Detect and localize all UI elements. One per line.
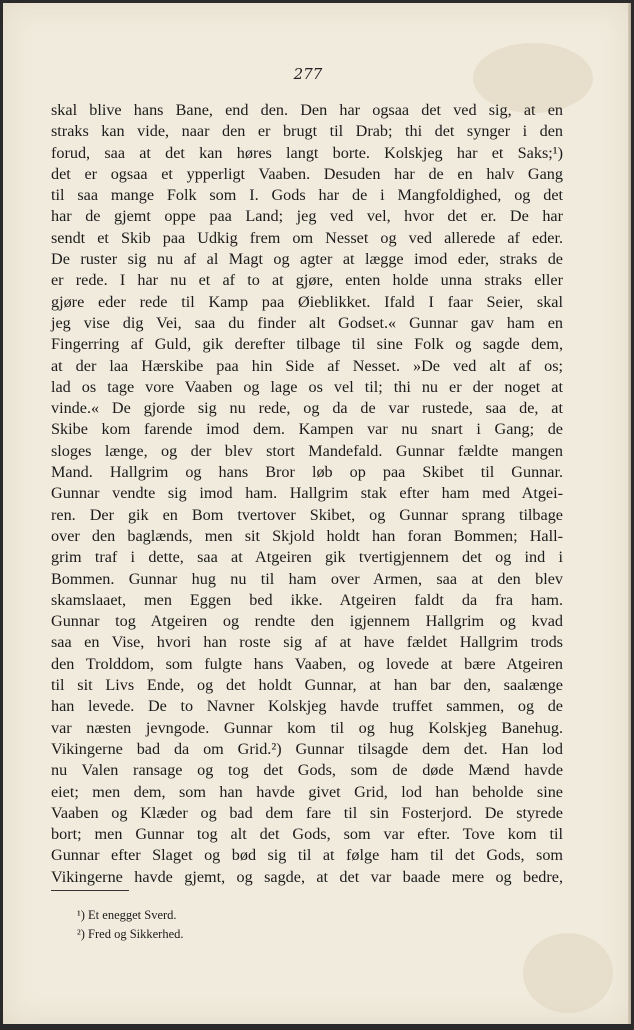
text-line: vinde.« De gjorde sig nu rede, og da de var rustede, saa de, at <box>51 399 563 418</box>
text-line: skamslaaet, men Eggen bed ikke. Atgeiren faldt da fra ham. <box>51 590 563 609</box>
text-line: sendt et Skib paa Udkig frem om Nesset og ved allerede af eder. <box>51 228 563 247</box>
text-line: har de gjemt oppe paa Land; jeg ved vel, hvor det er. De har <box>51 207 563 226</box>
text-line: grim traf i dette, saa at Atgeiren gik tvertigjennem det og ind i <box>51 548 563 567</box>
text-line: gjøre eder rede til Kamp paa Øieblikket. Ifald I faar Seier, skal <box>51 292 563 311</box>
text-line: Gunnar tog Atgeiren og rendte den igjennem Hallgrim og kvad <box>51 612 563 631</box>
text-line: Fingerring af Guld, gik derefter tilbage til sine Folk og sagde dem, <box>51 335 563 354</box>
text-line: Bommen. Gunnar hug nu til ham over Armen, saa at den blev <box>51 569 563 588</box>
text-line: til saa mange Folk som I. Gods har de i Mangfoldighed, og det <box>51 186 563 205</box>
text-line: Vikingerne havde gjemt, og sagde, at det var baade mere og bedre, <box>51 867 563 886</box>
text-line: ren. Der gik en Bom tvertover Skibet, og Gunnar sprang tilbage <box>51 505 563 524</box>
text-line: nu Valen ransage og tog det Gods, som de døde Mænd havde <box>51 761 563 780</box>
text-line: er rede. I har nu et af to at gjøre, enten holde unna straks eller <box>51 271 563 290</box>
body-text <box>51 100 563 888</box>
text-line: eiet; men dem, som han havde givet Grid, lod han beholde sine <box>51 782 563 801</box>
text-line: straks kan vide, naar den er brugt til Drab; thi det synger i den <box>51 122 563 141</box>
text-line: Gunnar efter Slaget og bød sig til at følge ham til det Gods, som <box>51 846 563 865</box>
text-line: over den baglænds, men sit Skjold holdt han foran Bommen; Hall- <box>51 526 563 545</box>
footnotes <box>77 906 184 944</box>
text-line: det er ogsaa et ypperligt Vaaben. Desuden har de en halv Gang <box>51 164 563 183</box>
text-line: den Trolddom, som fulgte hans Vaaben, og lovede at bære Atgeiren <box>51 654 563 673</box>
footnote: ¹) Et enegget Sverd. <box>77 908 177 922</box>
footnote: ²) Fred og Sikkerhed. <box>77 927 184 941</box>
text-line: forud, saa at det kan høres langt borte. Kolskjeg har et Saks;¹) <box>51 143 563 162</box>
text-line: sloges længe, og der blev stort Mandefald. Gunnar fældte mangen <box>51 441 563 460</box>
page-number: 277 <box>293 65 323 83</box>
text-line: bort; men Gunnar tog alt det Gods, som var efter. Tove kom til <box>51 825 563 844</box>
text-line: at der laa Hærskibe paa hin Side af Nesset. »De ved alt af os; <box>51 356 563 375</box>
text-line: De ruster sig nu af al Magt og agter at lægge imod eder, straks de <box>51 250 563 269</box>
paper-stain <box>523 933 613 1013</box>
text-line: Gunnar vendte sig imod ham. Hallgrim stak efter ham med Atgei- <box>51 484 563 503</box>
page-edge <box>628 3 631 1024</box>
text-line: Skibe kom farende imod dem. Kampen var nu snart i Gang; de <box>51 420 563 439</box>
book-page <box>3 3 631 1024</box>
text-line: lad os tage vore Vaaben og lage os vel til; thi nu er der noget at <box>51 377 563 396</box>
text-line: Vaaben og Klæder og bad dem fare til sin Fosterjord. De styrede <box>51 803 563 822</box>
text-line: Vikingerne bad da om Grid.²) Gunnar tilsagde dem det. Han lod <box>51 739 563 758</box>
text-line: var næsten jevngode. Gunnar kom til og hug Kolskjeg Banehug. <box>51 718 563 737</box>
text-line: saa en Vise, hvori han roste sig af at have fældet Hallgrim trods <box>51 633 563 652</box>
text-line: Mand. Hallgrim og hans Bror løb op paa Skibet til Gunnar. <box>51 463 563 482</box>
text-line: til sit Livs Ende, og det holdt Gunnar, at han bar den, saalænge <box>51 676 563 695</box>
text-line: skal blive hans Bane, end den. Den har ogsaa det ved sig, at en <box>51 101 563 119</box>
text-line: jeg vise dig Vei, saa du finder alt Godset.« Gunnar gav ham en <box>51 313 563 332</box>
footnote-rule <box>51 890 129 891</box>
text-line: han levede. De to Navner Kolskjeg havde truffet sammen, og de <box>51 697 563 716</box>
